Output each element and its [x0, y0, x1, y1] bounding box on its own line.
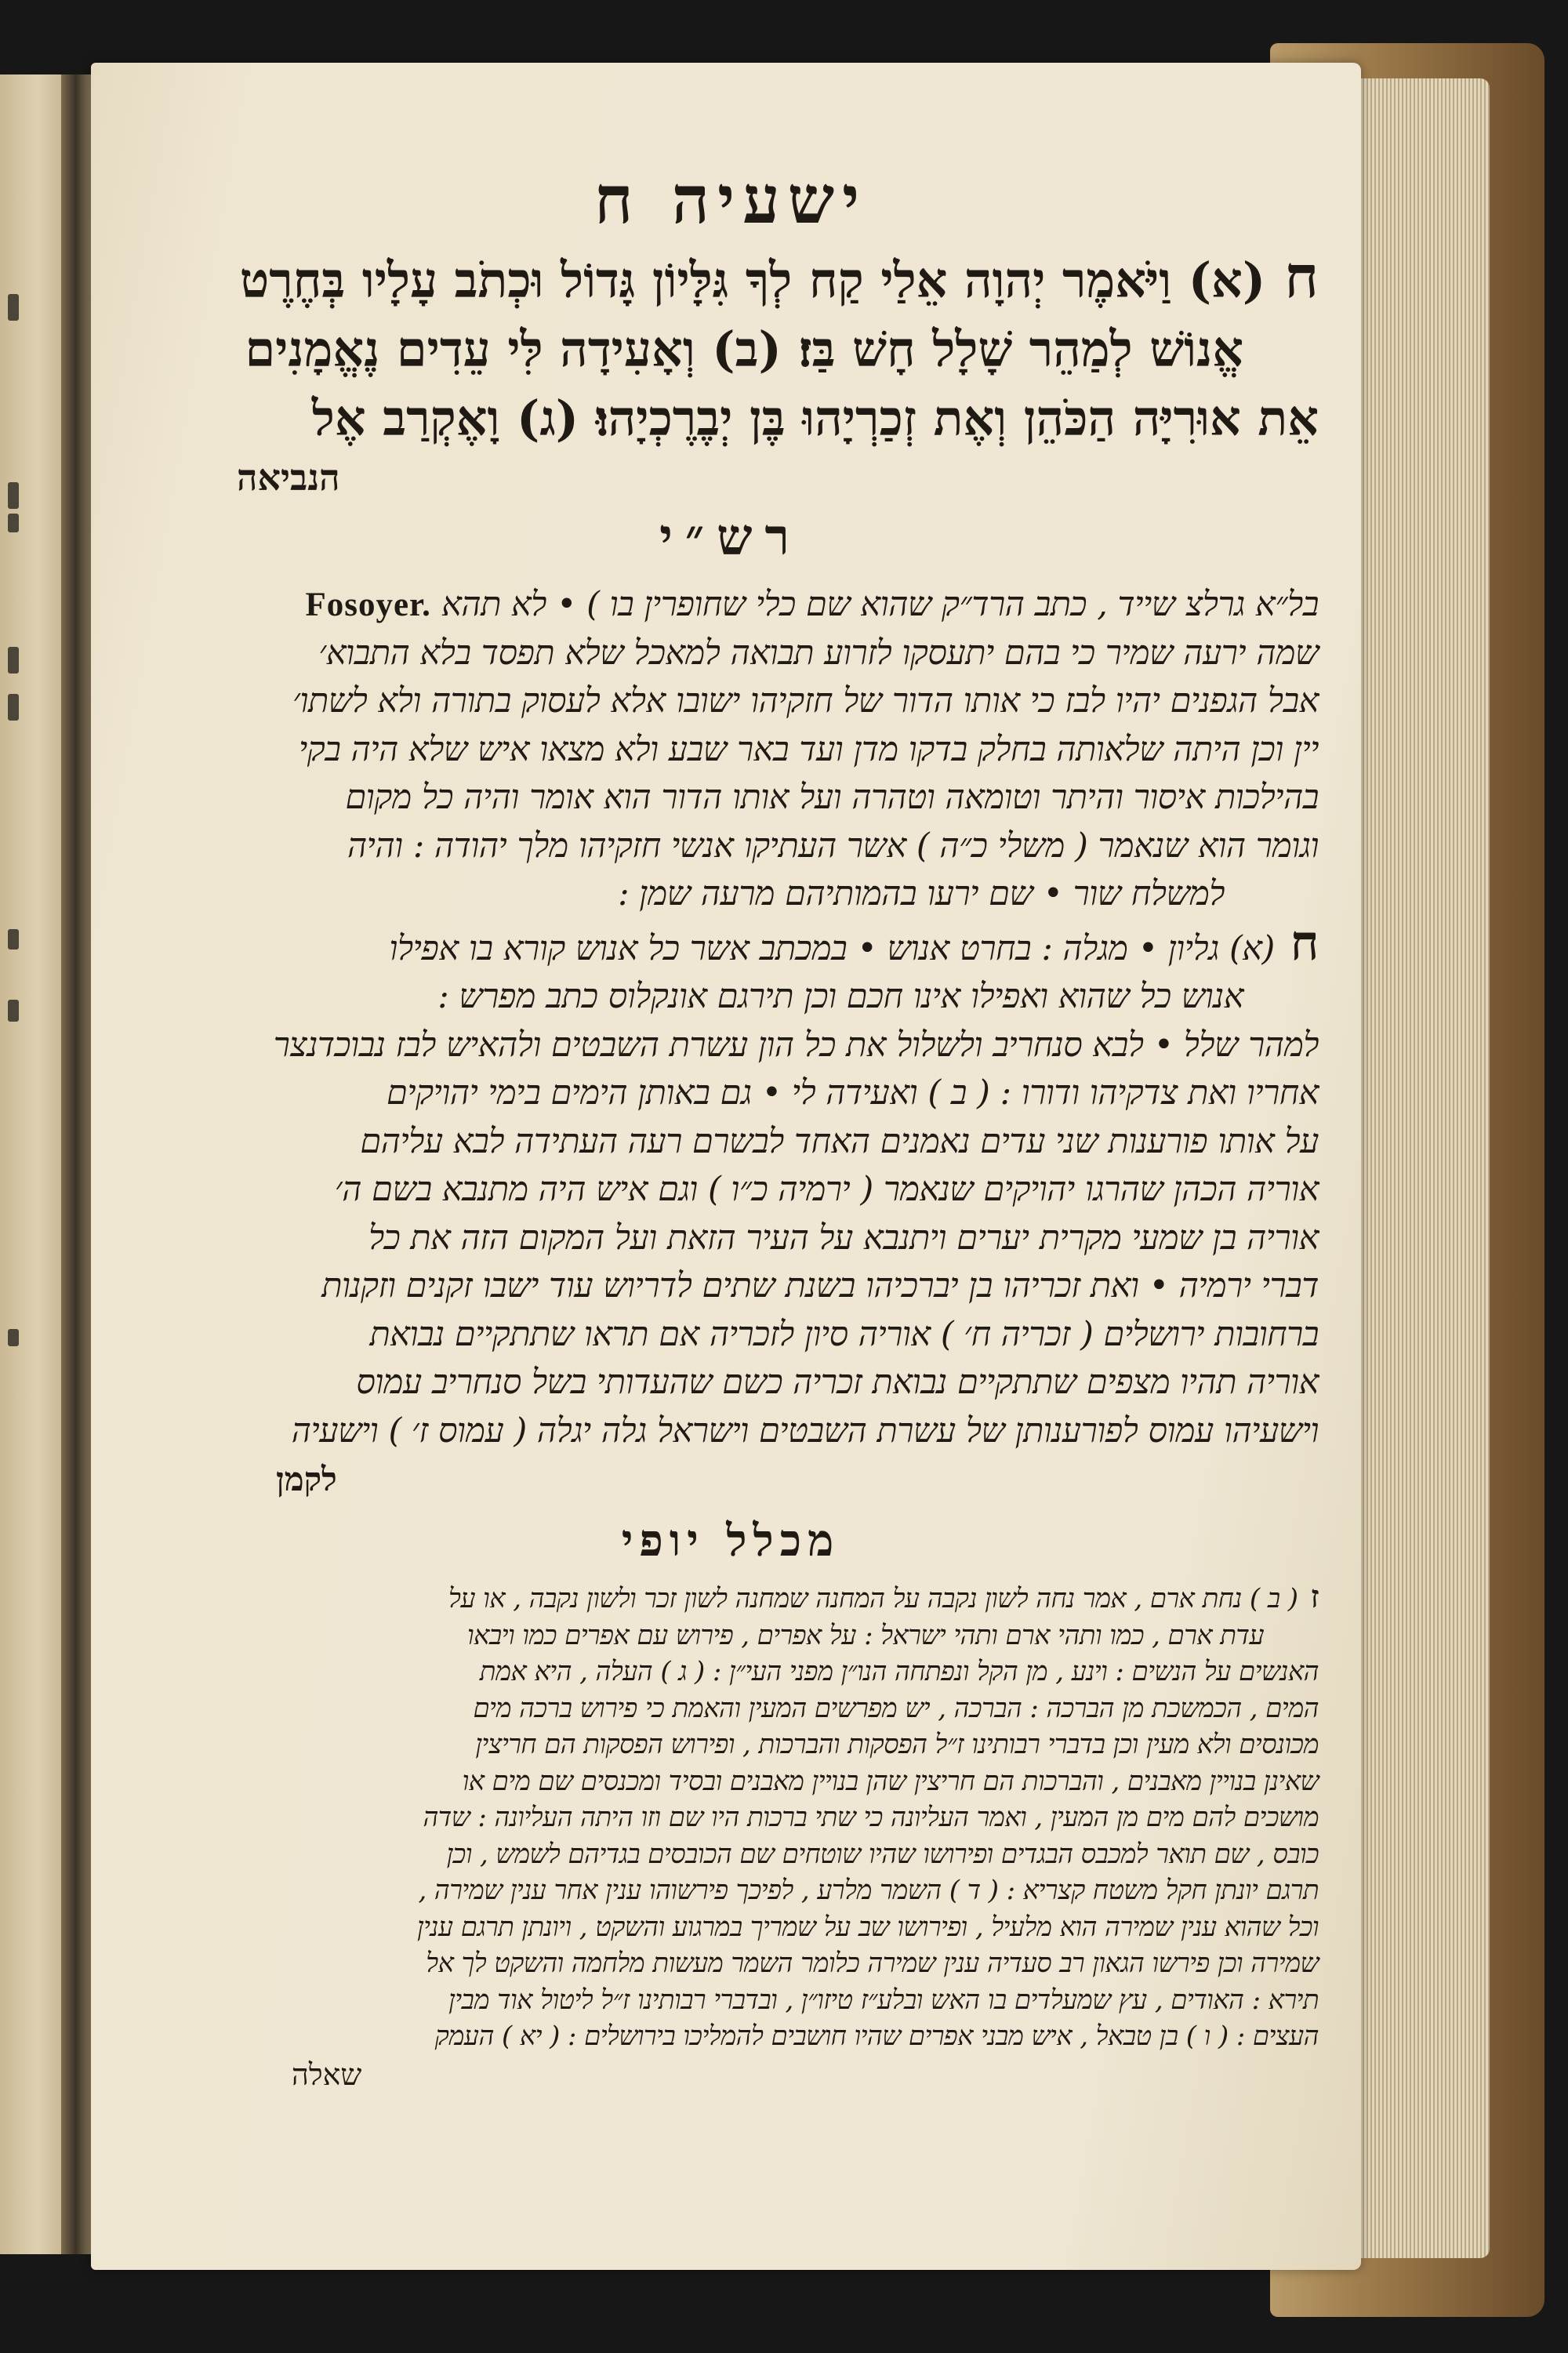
- rashi-line: אבל הגפנים יהיו לבז כי אותו הדור של חזקיהו ישובו אלא לעסוק בתורה ולא לשתו׳: [292, 681, 1319, 721]
- michlal-catchword: שאלה: [292, 2057, 362, 2092]
- rashi-line: אוריה הכהן שהרגו יהויקים שנאמר ( ירמיה כ״ו ) וגם איש היה מתנבא בשם ה׳: [334, 1170, 1319, 1209]
- rashi-line: למהר שלל • לבא סנחריב ולשלול את כל הון עשרת השבטים ולהאיש לבז נבוכדנצר: [273, 1025, 1319, 1065]
- rashi-title: רש״י: [659, 508, 802, 567]
- michlal-letter: ז: [1310, 1578, 1319, 1615]
- michlal-line: שאינן בנויין מאבנים , והברכות הם חריצין שהן בנויין מאבנים ובסיד ומכנסים שם מים או: [462, 1765, 1319, 1797]
- michlal-line: תירא : האודים , עץ שמעלדים בו האש ובלע״ז טיזו״ן , ובדברי רבותינו ז״ל ליטול אוד מבין: [448, 1984, 1319, 2016]
- rashi-line: [143, 581, 1319, 630]
- michlal-line: וכל שהוא ענין שמירה הוא מלעיל , ופירושו שב על שמריך במרגוע והשקט , ויונתן תרגם ענין: [417, 1911, 1319, 1943]
- rashi-line: אחריו ואת צדקיהו ודורו : ( ב ) ואעידה לי • גם באותן הימים בימי יהויקים: [387, 1073, 1319, 1113]
- verse-line: אֵת אוּרִיָּה הַכֹּהֵן וְאֶת זְכַרְיָהוּ בֶּן יְבֶרֶכְיָהוּ׃ (ג) וָאֶקְרַב אֶל: [311, 390, 1319, 447]
- michlal-yofi-commentary: [143, 1579, 1319, 2094]
- rashi-line: ברחובות ירושלים ( זכריה ח׳ ) אוריה סיון לזכריה אם תראו שתתקיים נבואת: [369, 1314, 1319, 1354]
- rashi-line: אנוש כל שהוא ואפילו אינו חכם וכן תירגם אונקלוס כתב מפרש :: [437, 977, 1243, 1016]
- rashi-line: יין וכן היתה שלאותה בחלק בדקו מדן ועד באר שבע ולא מצאו איש שלא היה בקי: [298, 729, 1319, 769]
- rashi-line: דברי ירמיה • ואת זכריהו בן יברכיהו בשנת שתים לדריוש עוד ישבו זקנים וזקנות: [321, 1266, 1319, 1305]
- rashi-text: (א) גליון • מגלה : בחרט אנוש • במכתב אשר כל אנוש קורא בו אפילו: [389, 928, 1275, 968]
- michlal-line: שמירה וכן פירשו הגאון רב סעדיה ענין שמירה כלומר השמר מעשות מלחמה והשקט לך אל: [426, 1948, 1319, 1979]
- rashi-line: למשלח שור • שם ירעו בהמותיהם מרעה שמן :: [618, 874, 1225, 913]
- rashi-chapter-letter: ח: [1290, 913, 1319, 971]
- michlal-line: [143, 1579, 1319, 1618]
- michlal-line: עדת ארם , כמו ותהי ארם ותהי ישראל : על אפרים , פירוש עם אפרים כמו ויבאו: [466, 1619, 1264, 1651]
- facing-page: [0, 74, 61, 2254]
- rashi-text: בל״א גרלצ שייד , כתב הרד״ק שהוא שם כלי שחופרין בו ) • לא תהא: [441, 585, 1319, 624]
- rashi-line: וגומר הוא שנאמר ( משלי כ״ה ) אשר העתיקו אנשי חזקיהו מלך יהודה : והיה: [347, 826, 1319, 866]
- verse-catchword: הנביאה: [237, 456, 340, 499]
- rashi-line: [143, 913, 1319, 974]
- rashi-line: אוריה תהיו מצפים שתתקיים נבואת זכריה כשם שהעדותי בשל סנחריב עמוס: [356, 1363, 1319, 1402]
- michlal-line: מושכים להם מים מן המעין , ואמר העליונה כי שתי ברכות היו שם וזו היתה העליונה : שדה: [423, 1802, 1319, 1833]
- michlal-line: תרגם יונתן חקל משטח קצריא : ( ד ) השמר מלרע , לפיכך פירשוהו ענין אחר ענין שמירה ,: [418, 1875, 1319, 1906]
- rashi-line: שמה ירעה שמיר כי בהם יתעסקו לזרוע תבואה למאכל שלא תפסד בלא התבוא׳: [318, 633, 1319, 673]
- michlal-line: המים , הכמשכת מן הברכה : הברכה , יש מפרשים המעין והאמת כי פירוש ברכה מים: [473, 1692, 1319, 1724]
- verse-line: [143, 243, 1319, 315]
- foreign-gloss: Fosoyer.: [305, 586, 431, 623]
- running-header: ישעיה ח: [593, 161, 868, 238]
- michlal-line: האנשים על הנשים : וינע , מן הקל ונפתחה הנו״ן מפני העי״ן : ( ג ) העלה , היא אמת: [479, 1656, 1319, 1687]
- michlal-title: מכלל יופי: [621, 1515, 840, 1567]
- rashi-line: בהילכות איסור והיתר וטומאה וטהרה ועל אותו הדור הוא אומר והיה כל מקום: [345, 778, 1319, 817]
- verse-text: (א) וַיֹּאמֶר יְהוָה אֵלַי קַח לְךָ גִּלָּיוֹן גָּדוֹל וּכְתֹב עָלָיו בְּחֶרֶט: [239, 252, 1266, 309]
- page-content: [143, 157, 1319, 2094]
- michlal-line: כובס , שם תואר למכבס הבגדים ופירושו שהיו שוטחים שם הכובסים בגדיהם לשמש , וכן: [446, 1838, 1319, 1870]
- book-page: [91, 63, 1361, 2270]
- michlal-line: העצים : ( ו ) בן טבאל , איש מבני אפרים שהיו חושבים להמליכו בירושלים : ( יא ) העמק: [434, 2021, 1319, 2052]
- michlal-text: ( ב ) נחת ארם , אמר נחה לשון נקבה על המחנה שמחנה לשון זכר ולשון נקבה , או על: [448, 1583, 1298, 1614]
- rashi-line: אוריה בן שמעי מקרית יערים ויתנבא על העיר הזאת ועל המקום הזה את כל: [368, 1218, 1319, 1258]
- book-gutter: [61, 74, 91, 2254]
- rashi-line: וישעיהו עמוס לפורענותן של עשרת השבטים וישראל גלה יגלה ( עמוס ז׳ ) וישעיה: [291, 1411, 1319, 1451]
- rashi-line: על אותו פורענות שני עדים נאמנים האחד לבשרם רעה העתידה לבא עליהם: [360, 1121, 1319, 1161]
- rashi-commentary: [143, 581, 1319, 1504]
- chapter-letter: ח: [1284, 244, 1319, 311]
- rashi-catchword: לקמן: [276, 1460, 337, 1498]
- verse-block: [143, 243, 1319, 502]
- verse-line: אֱנוֹשׁ לְמַהֵר שָׁלָל חָשׁ בַּז׃ (ב) וְאָעִידָה לִּי עֵדִים נֶאֱמָנִים: [245, 321, 1243, 378]
- michlal-line: מכונסים ולא מעין וכן בדברי רבותינו ז״ל הפסקות והברכות , ופירוש הפסקות הם חריצין: [475, 1729, 1319, 1760]
